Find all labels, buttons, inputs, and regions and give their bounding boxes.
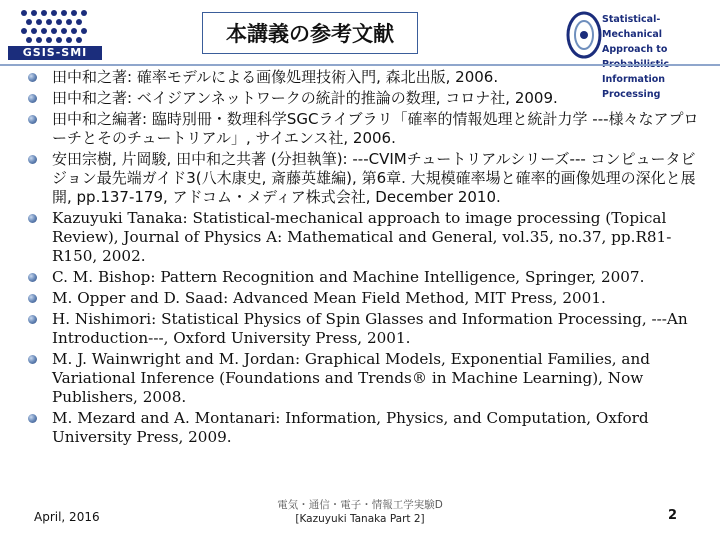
reference-text: M. Opper and D. Saad: Advanced Mean Field Method, MIT Press, 2001. bbox=[52, 289, 606, 307]
reference-text: 安田宗樹, 片岡駿, 田中和之共著 (分担執筆): ---CVIMチュートリアルシリーズ--- コンピュータビジョン最先端ガイド3(八木康史, 斎藤英雄編), 第6章. 大規模確率場と確率的画像処理の深化と展開, pp.137-179, アドコム・メディア株式会社, December 2010. bbox=[52, 150, 696, 206]
reference-text: M. Mezard and A. Montanari: Information, Physics, and Computation, Oxford University Press, 2009. bbox=[52, 409, 649, 446]
page-number: 2 bbox=[668, 508, 678, 523]
page-title: 本講義の参考文献 bbox=[202, 12, 418, 54]
sphere-bullet-icon bbox=[28, 294, 37, 303]
header-divider bbox=[0, 64, 720, 66]
reference-text: Kazuyuki Tanaka: Statistical-mechanical approach to image processing (Topical Review), Journal of Physics A: Mathematical and General, vol.35, no.37, pp.R81-R150, 2002. bbox=[52, 209, 672, 265]
smapip-logo-icon bbox=[566, 10, 602, 60]
reference-text: C. M. Bishop: Pattern Recognition and Machine Intelligence, Springer, 2007. bbox=[52, 268, 645, 286]
reference-item bbox=[22, 209, 702, 266]
sphere-bullet-icon bbox=[28, 273, 37, 282]
reference-text: 田中和之著: 確率モデルによる画像処理技術入門, 森北出版, 2006. bbox=[52, 68, 499, 86]
reference-item bbox=[22, 409, 702, 447]
reference-item bbox=[22, 110, 702, 148]
sphere-bullet-icon bbox=[28, 115, 37, 124]
smapip-logo bbox=[566, 8, 716, 100]
reference-item bbox=[22, 68, 702, 87]
reference-item bbox=[22, 289, 702, 308]
right-logo-line: Information Processing bbox=[602, 74, 666, 100]
university-logo bbox=[6, 6, 104, 64]
footer-date: April, 2016 bbox=[34, 510, 100, 524]
right-logo-line: Approach to bbox=[602, 44, 668, 55]
reference-text: 田中和之著: ベイジアンネットワークの統計的推論の数理, コロナ社, 2009. bbox=[52, 89, 558, 107]
author-label: [Kazuyuki Tanaka Part 2] bbox=[295, 513, 425, 525]
reference-item bbox=[22, 89, 702, 108]
reference-text: M. J. Wainwright and M. Jordan: Graphical Models, Exponential Families, and Variational Inference (Foundations and Trends® in Machine Learning), Now Publishers, 2008. bbox=[52, 350, 650, 406]
sphere-bullet-icon bbox=[28, 94, 37, 103]
dot-grid-logo-icon bbox=[18, 8, 92, 46]
sphere-bullet-icon bbox=[28, 214, 37, 223]
sphere-bullet-icon bbox=[28, 73, 37, 82]
right-logo-line: Statistical-Mechanical bbox=[602, 14, 663, 40]
reference-text: H. Nishimori: Statistical Physics of Spin Glasses and Information Processing, ---An Introduction---, Oxford University Press, 2001. bbox=[52, 310, 688, 347]
course-name: 電気・通信・電子・情報工学実験D bbox=[277, 499, 443, 511]
sphere-bullet-icon bbox=[28, 155, 37, 164]
reference-item bbox=[22, 268, 702, 287]
reference-list bbox=[22, 68, 702, 449]
reference-item bbox=[22, 150, 702, 207]
sphere-bullet-icon bbox=[28, 355, 37, 364]
reference-text: 田中和之編著: 臨時別冊・数理科学SGCライブラリ「確率的情報処理と統計力学 ---様々なアプローチとそのチュートリアル」, サイエンス社, 2006. bbox=[52, 110, 699, 147]
footer-course bbox=[250, 498, 470, 526]
reference-item bbox=[22, 350, 702, 407]
sphere-bullet-icon bbox=[28, 315, 37, 324]
sphere-bullet-icon bbox=[28, 414, 37, 423]
reference-item bbox=[22, 310, 702, 348]
left-logo-text: GSIS-SMI bbox=[8, 46, 102, 60]
